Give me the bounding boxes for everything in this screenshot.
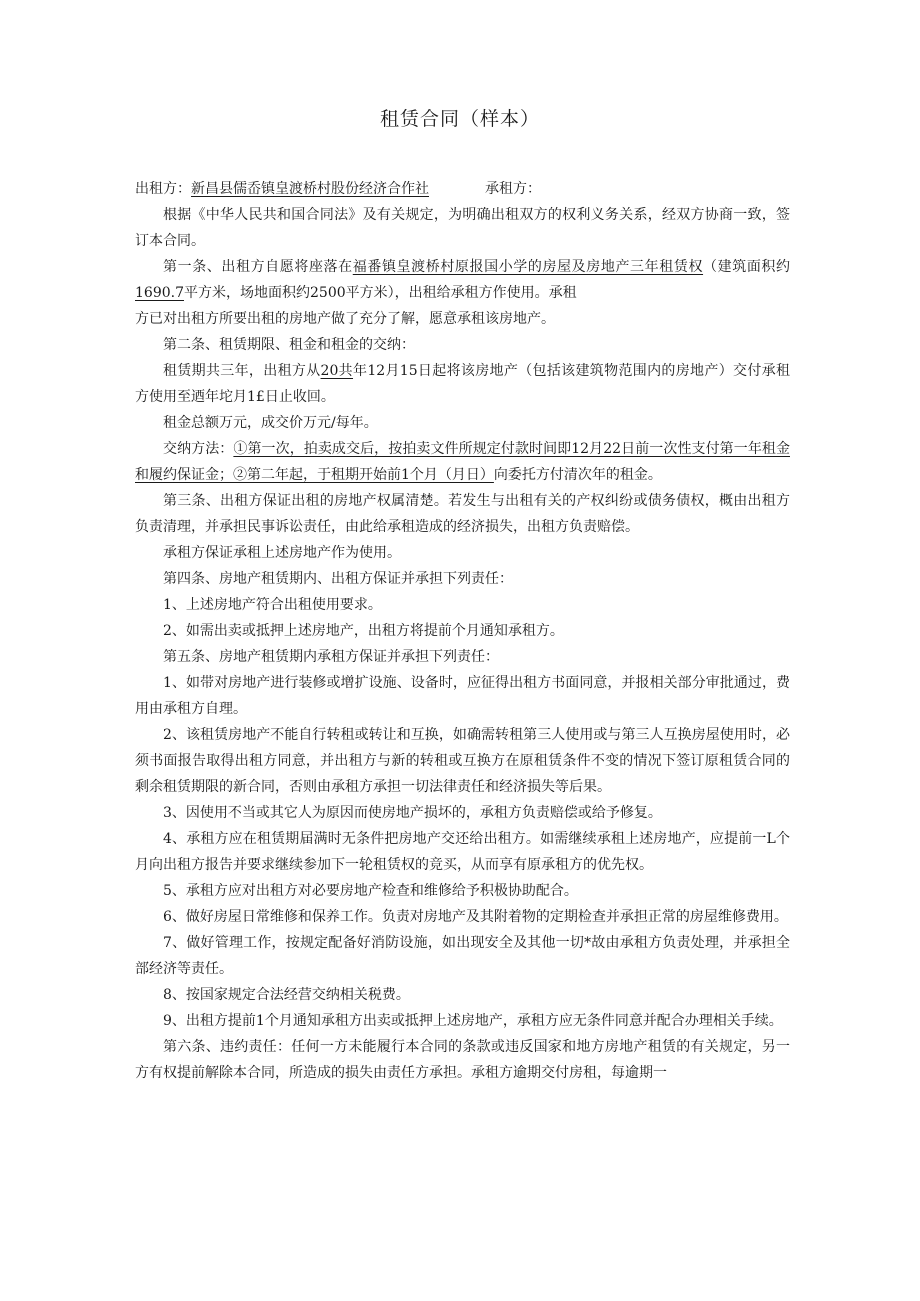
article-5-item: 3、因使用不当或其它人为原因而使房地产损坏的，承租方负责赔偿或给予修复。: [163, 805, 662, 821]
article-5-item: 1、如带对房地产进行装修或增扩设施、设备时，应征得出租方书面同意，并报相关部分审批通过，费用由承租方自理。: [135, 675, 790, 717]
article-5-heading: 第五条、房地产租赁期内承租方保证并承担下列责任：: [163, 649, 499, 665]
rent-amount: 租金总额万元，成交价万元/每年。: [163, 415, 378, 431]
article-2-heading: 第二条、租赁期限、租金和租金的交纳：: [163, 337, 415, 353]
article-1-continued: 方已对出租方所要出租的房地产做了充分了解，愿意承租该房地产。: [135, 311, 555, 327]
article-5-item: 2、该租赁房地产不能自行转租或转让和互换，如确需转租第三人使用或与第三人互换房屋使用时，必须书面报告取得出租方同意，并出租方与新的转租或互换方在原租赁条件不变的情况下签订原租赁合同的剩余租赁期限的新合同，否则由承租方承担一切法律责任和经济损失等后果。: [135, 727, 790, 795]
article-5-item: 8、按国家规定合法经营交纳相关税费。: [163, 987, 410, 1003]
article-1: [135, 254, 790, 306]
payment-method: [135, 436, 790, 488]
article-4-item: 1、上述房地产符合出租使用要求。: [163, 597, 382, 613]
parties-line: [135, 176, 790, 202]
article-5-item: 7、做好管理工作，按规定配备好消防设施，如出现安全及其他一切*故由承租方负责处理，并承担全部经济等责任。: [135, 935, 790, 977]
document-title: 租赁合同（样本）: [379, 108, 540, 130]
lease-start-year: 20共: [320, 363, 354, 379]
article-1-text-e: 平方米，场地面积约2500平方米），出租给承租方作使用。承租: [184, 285, 577, 301]
payment-method-label: 交纳方法：: [163, 441, 234, 457]
article-1-text-a: 第一条、出租方自愿将座落在: [163, 259, 353, 275]
payment-schedule: ①第一次，拍卖成交后，按拍卖文件所规定付款时间即12月22日前一次性支付第一年租金和履约保证金；②第二年起，于租期开始前1个月（月日）: [135, 441, 790, 483]
lessee-guarantee: 承租方保证承租上述房地产作为使用。: [163, 545, 401, 561]
article-1-text-c: （建筑面积约: [703, 259, 791, 275]
article-4-heading: 第四条、房地产租赁期内、出租方保证并承担下列责任：: [163, 571, 513, 587]
contract-body: [135, 176, 790, 1086]
article-3: 第三条、出租方保证出租的房地产权属清楚。若发生与出租有关的产权纠纷或债务债权，概由出租方负责清理，并承担民事诉讼责任，由此给承租造成的经济损失，出租方负责赔偿。: [135, 493, 790, 535]
lessor-name: 新昌县儒岙镇皇渡桥村股份经济合作社: [191, 181, 429, 197]
building-area: 1690.7: [135, 285, 184, 301]
article-5-item: 5、承租方应对出租方对必要房地产检查和维修给予积极协助配合。: [163, 883, 578, 899]
lease-term-text-a: 租赁期共三年，出租方从: [163, 363, 321, 379]
payment-method-text-c: 向委托方付清次年的租金。: [493, 467, 662, 483]
premises-location: 福番镇皇渡桥村原报国小学的房屋及房地产三年租赁权: [352, 259, 704, 275]
lease-term-text-c: 年12月15日起将该房地产（包括该建筑物范围内的房地产）交付承租方使用至迺年坨月1£日止收回。: [135, 363, 790, 405]
lessor-label: 出租方：: [135, 181, 191, 197]
article-5-item: 6、做好房屋日常维修和保养工作。负责对房地产及其附着物的定期检查并承担正常的房屋维修费用。: [163, 909, 788, 925]
lease-term: [135, 358, 790, 410]
intro-paragraph: 根据《中华人民共和国合同法》及有关规定，为明确出租双方的权利义务关系，经双方协商一致，签订本合同。: [135, 207, 790, 249]
article-4-item: 2、如需出卖或抵押上述房地产，出租方将提前个月通知承租方。: [163, 623, 564, 639]
article-6: 第六条、违约责任：任何一方未能履行本合同的条款或违反国家和地方房地产租赁的有关规定，另一方有权提前解除本合同，所造成的损失由责任方承担。承租方逾期交付房租，每逾期一: [135, 1039, 790, 1081]
article-5-item: 4、承租方应在租赁期届满时无条件把房地产交还给出租方。如需继续承租上述房地产，应提前一L个月向出租方报告并要求继续参加下一轮租赁权的竞买，从而享有原承租方的优先权。: [135, 831, 790, 873]
lessee-label: 承租方：: [485, 181, 541, 197]
article-5-item: 9、出租方提前1个月通知承租方出卖或抵押上述房地产，承租方应无条件同意并配合办理相关手续。: [163, 1013, 783, 1029]
